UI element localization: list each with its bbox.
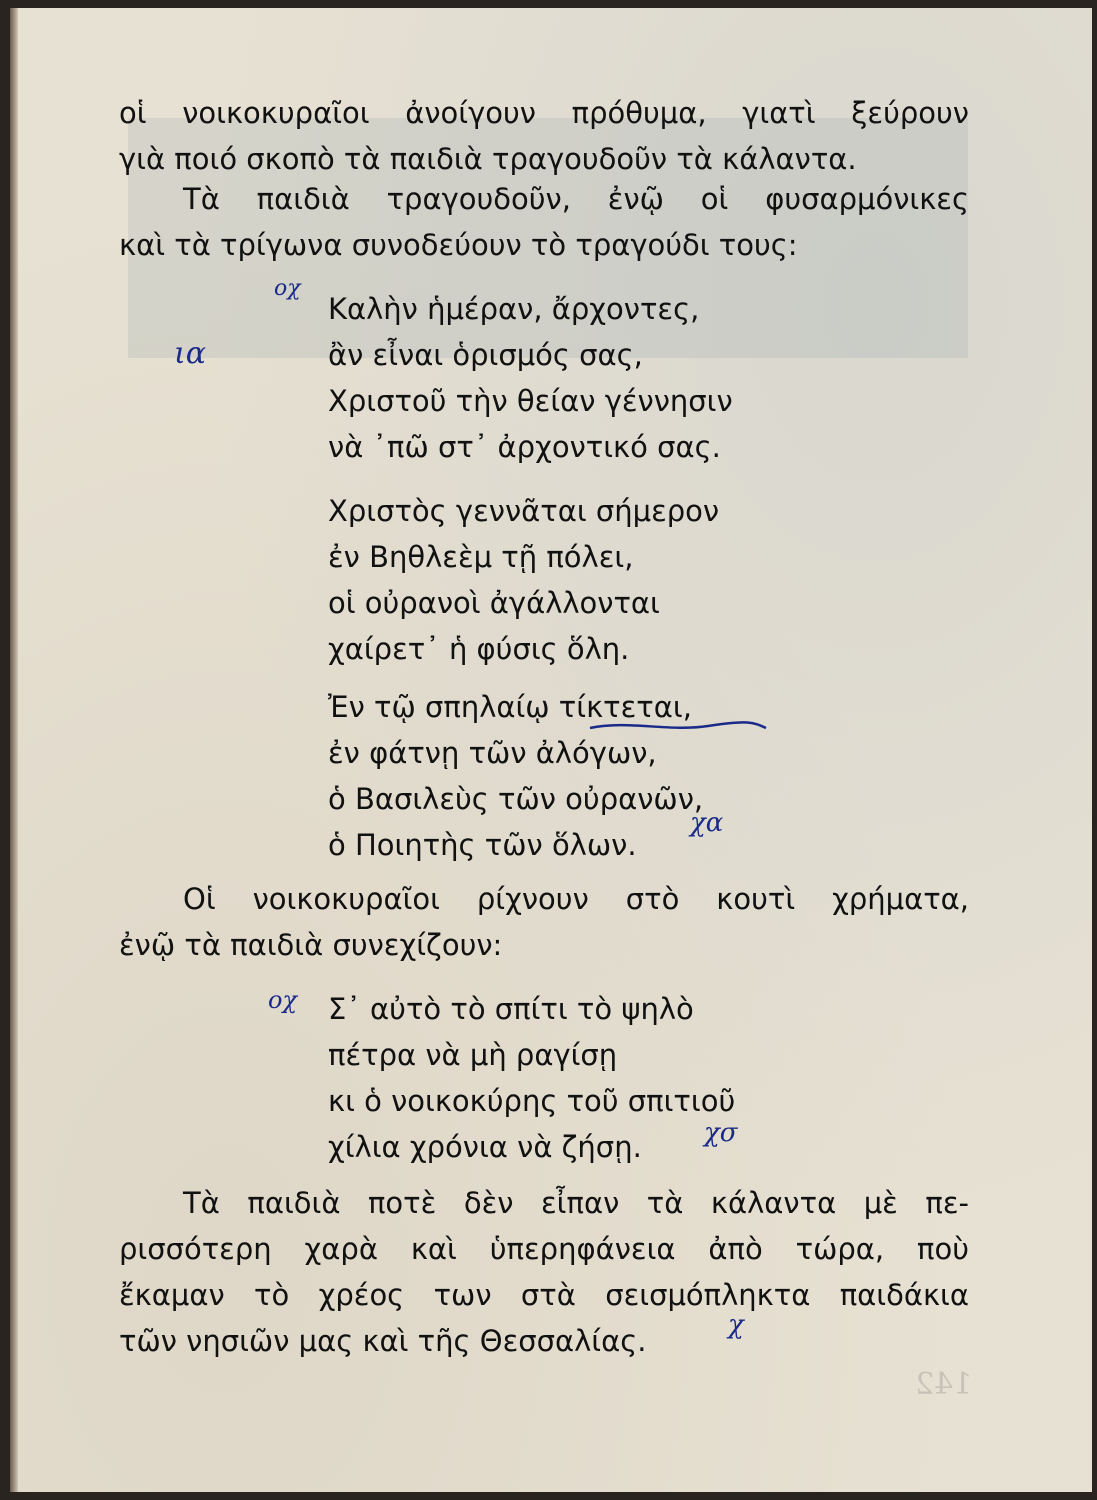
verse-line: Χριστὸς γεννᾶται σήμερον: [328, 494, 720, 528]
verse-line: Χριστοῦ τὴν θείαν γέννησιν: [328, 384, 733, 418]
verse-line: οἱ οὐρανοὶ ἀγάλλονται: [328, 586, 660, 620]
verse-line: νὰ ᾽πῶ στ᾽ ἀρχοντικό σας.: [328, 430, 721, 464]
verse-line: ὁ Βασιλεὺς τῶν οὐρανῶν,: [328, 782, 704, 816]
text-line: οἱ νοικοκυραῖοι ἀνοίγουν πρόθυμα, γιατὶ ξεύρουν: [119, 96, 969, 130]
paragraph-1: [119, 90, 969, 182]
paragraph-3: [119, 876, 969, 968]
stanza-3: [328, 684, 703, 868]
stanza-1: [328, 286, 733, 470]
handwritten-note: οχ: [268, 986, 297, 1014]
verse-line: ἐν Βηθλεὲμ τῇ πόλει,: [328, 540, 634, 574]
page-number-bleed-through: 142: [914, 1367, 972, 1402]
text-line: ρισσότερη χαρὰ καὶ ὑπερηφάνεια ἀπὸ τώρα, ποὺ: [119, 1232, 969, 1266]
handwritten-note: χσ: [704, 1118, 738, 1148]
text-line: Τὰ παιδιὰ τραγουδοῦν, ἐνῷ οἱ φυσαρμόνικες: [183, 182, 969, 216]
book-page: [10, 8, 1092, 1492]
verse-line: χαίρετ᾽ ἡ φύσις ὅλη.: [328, 632, 630, 666]
verse-line: ὁ Ποιητὴς τῶν ὅλων.: [328, 828, 637, 862]
verse-line: Ἐν τῷ σπηλαίῳ τίκτεται,: [328, 690, 692, 724]
paragraph-4: [119, 1180, 969, 1364]
handwritten-note: χα: [690, 808, 724, 838]
verse-line: χίλια χρόνια νὰ ζήσῃ.: [328, 1130, 642, 1164]
book-binding-edge: [10, 8, 18, 1492]
text-line: γιὰ ποιό σκοπὸ τὰ παιδιὰ τραγουδοῦν τὰ κάλαντα.: [119, 142, 857, 176]
stanza-4: [328, 986, 735, 1170]
text-line: Οἱ νοικοκυραῖοι ρίχνουν στὸ κουτὶ χρήματα,: [183, 882, 969, 916]
verse-line: Καλὴν ἡμέραν, ἄρχοντες,: [328, 292, 700, 326]
text-line: τῶν νησιῶν μας καὶ τῆς Θεσσαλίας.: [119, 1324, 647, 1358]
verse-line: Σ᾽ αὐτὸ τὸ σπίτι τὸ ψηλὸ: [328, 992, 694, 1026]
text-line: Τὰ παιδιὰ ποτὲ δὲν εἶπαν τὰ κάλαντα μὲ πε-: [183, 1186, 969, 1220]
text-line: καὶ τὰ τρίγωνα συνοδεύουν τὸ τραγούδι τους:: [119, 228, 798, 262]
handwritten-note: ια: [174, 336, 207, 371]
text-line: ἐνῷ τὰ παιδιὰ συνεχίζουν:: [119, 928, 503, 962]
paragraph-2: [119, 176, 969, 268]
verse-line: ἂν εἶναι ὁρισμός σας,: [328, 338, 643, 372]
text-line: ἔκαμαν τὸ χρέος των στὰ σεισμόπληκτα παιδάκια: [119, 1278, 969, 1312]
handwritten-note: οχ: [274, 276, 301, 301]
verse-line: κι ὁ νοικοκύρης τοῦ σπιτιοῦ: [328, 1084, 736, 1118]
stanza-2: [328, 488, 719, 672]
verse-line: πέτρα νὰ μὴ ραγίσῃ: [328, 1038, 618, 1072]
verse-line: ἐν φάτνῃ τῶν ἀλόγων,: [328, 736, 657, 770]
handwritten-note: χ: [728, 1310, 744, 1340]
handwritten-underline: [588, 716, 768, 736]
